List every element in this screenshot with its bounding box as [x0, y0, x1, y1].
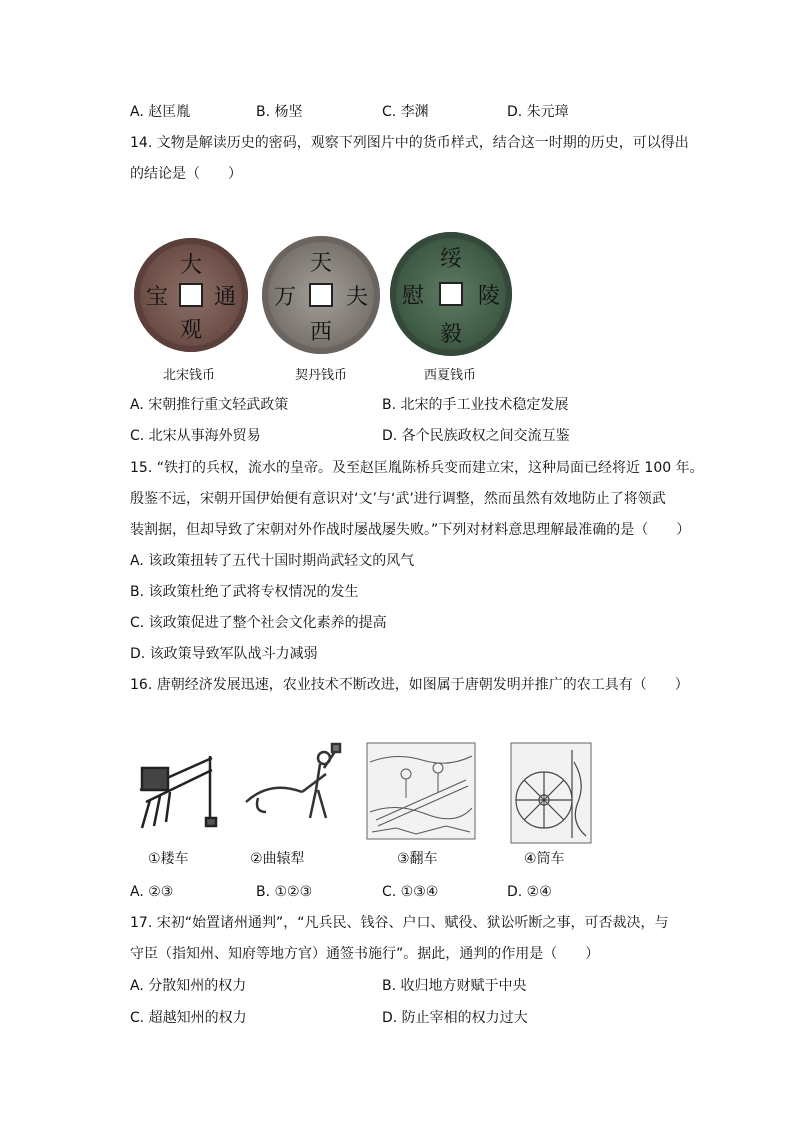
q13-option-d: D. 朱元璋 [507, 104, 569, 120]
q13-option-a: A. 赵匡胤 [130, 104, 191, 120]
khitan-coin-image: 天 西 万 夫 [262, 236, 380, 354]
q16-option-c: C. ①③④ [382, 884, 439, 900]
seed-drill-image [132, 740, 222, 832]
tube-wheel-image [510, 742, 592, 844]
song-coin-caption: 北宋钱币 [163, 368, 216, 383]
q17-option-b: B. 收归地方财赋于中央 [382, 978, 527, 994]
q14-option-c: C. 北宋从事海外贸易 [130, 428, 261, 444]
q15-option-a: A. 该政策扭转了五代十国时期尚武轻文的风气 [130, 553, 415, 569]
xixia-coin-image: 绥 毅 慰 陵 [390, 232, 512, 356]
q17-stem-line1: 17. 宋初“始置诸州通判”，“凡兵民、钱谷、户口、赋役、狱讼听断之事，可否裁决，与 [130, 915, 669, 931]
song-coin-image: 大 观 宝 通 [134, 238, 248, 352]
q13-option-b: B. 杨坚 [256, 104, 303, 120]
q15-option-b: B. 该政策杜绝了武将专权情况的发生 [130, 584, 359, 600]
q16-option-d: D. ②④ [507, 884, 552, 900]
q17-option-c: C. 超越知州的权力 [130, 1010, 247, 1026]
q14-option-d: D. 各个民族政权之间交流互鉴 [382, 428, 570, 444]
q17-option-d: D. 防止宰相的权力过大 [382, 1010, 528, 1026]
q17-option-a: A. 分散知州的权力 [130, 978, 247, 994]
q16-option-b: B. ①②③ [256, 884, 313, 900]
q16-stem: 16. 唐朝经济发展迅速，农业技术不断改进，如图属于唐朝发明并推广的农工具有（ ） [130, 677, 689, 693]
curved-plough-caption: ②曲辕犁 [250, 851, 305, 867]
khitan-coin-caption: 契丹钱币 [295, 368, 348, 383]
q14-stem-line2: 的结论是（ ） [130, 166, 242, 182]
q15-option-d: D. 该政策导致军队战斗力减弱 [130, 646, 318, 662]
q13-option-c: C. 李渊 [382, 104, 429, 120]
q15-stem-line1: 15. “铁打的兵权，流水的皇帝。及至赵匡胤陈桥兵变而建立宋，这种局面已经将近 100 年。 [130, 460, 704, 476]
chain-pump-caption: ③翻车 [397, 851, 438, 867]
q14-stem-line1: 14. 文物是解读历史的密码，观察下列图片中的货币样式，结合这一时期的历史，可以得出 [130, 135, 689, 151]
tube-wheel-caption: ④筒车 [524, 851, 565, 867]
q15-stem-line2: 殷鉴不远，宋朝开国伊始便有意识对‘文’与‘武’进行调整，然而虽然有效地防止了将领武 [130, 491, 666, 507]
q15-stem-line3: 装割据，但却导致了宋朝对外作战时屡战屡失败。”下列对材料意思理解最准确的是（ ） [130, 522, 691, 538]
q17-stem-line2: 守臣（指知州、知府等地方官）通签书施行”。据此，通判的作用是（ ） [130, 946, 600, 962]
q14-option-a: A. 宋朝推行重文轻武政策 [130, 397, 289, 413]
curved-plough-image [240, 740, 348, 832]
q16-option-a: A. ②③ [130, 884, 174, 900]
q14-option-b: B. 北宋的手工业技术稳定发展 [382, 397, 569, 413]
q15-option-c: C. 该政策促进了整个社会文化素养的提高 [130, 615, 387, 631]
chain-pump-image [366, 742, 476, 840]
seed-drill-caption: ①耧车 [148, 851, 189, 867]
xixia-coin-caption: 西夏钱币 [424, 368, 477, 383]
